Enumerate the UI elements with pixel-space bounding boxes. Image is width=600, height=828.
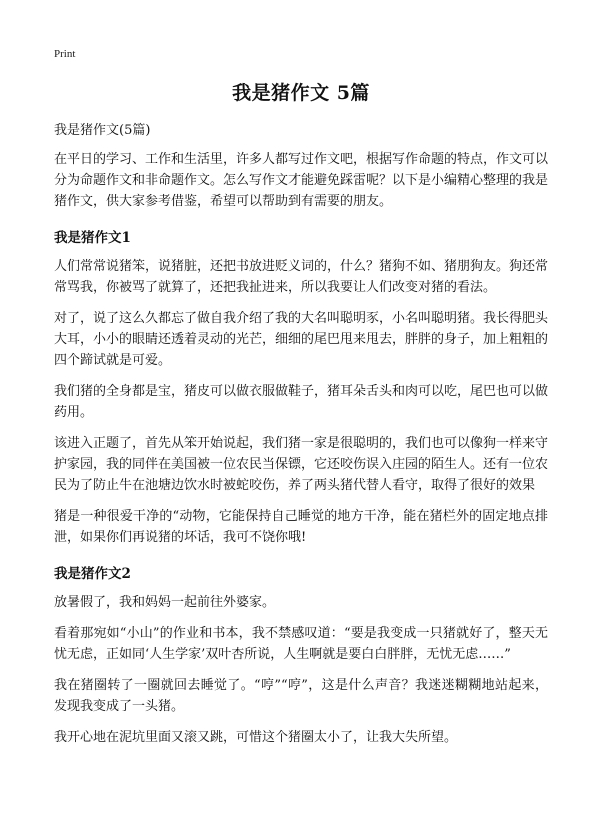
paragraph: 人们常常说猪笨，说猪脏，还把书放进贬义词的，什么？猪狗不如、猪朋狗友。狗还常常骂我，你被骂了就算了，还把我扯进来，所以我要让人们改变对猪的看法。 [54,259,549,295]
section-heading-2: 我是猪作文2 [54,566,131,582]
paragraph: 我开心地在泥坑里面又滚又跳，可惜这个猪圈太小了，让我大失所望。 [54,730,458,745]
paragraph: 看着那宛如“小山”的作业和书本，我不禁感叹道：“要是我变成一只猪就好了，整天无忧无虑，正如同‘人生学家’双叶杏所说，人生啊就是要白白胖胖，无忧无虑……” [54,626,548,662]
paragraph: 猪是一种很爱干净的“动物，它能保持自己睡觉的地方干净，能在猪栏外的固定地点排泄，如果你们再说猪的坏话，我可不饶你哦! [54,509,548,545]
paragraph: 我们猪的全身都是宝，猪皮可以做衣服做鞋子，猪耳朵舌头和肉可以吃，尾巴也可以做药用。 [54,384,549,420]
document-subtitle: 我是猪作文(5篇) [54,123,151,138]
paragraph: 放暑假了，我和妈妈一起前往外婆家。 [54,595,276,610]
paragraph: 对了，说了这么久都忘了做自我介绍了我的大名叫聪明豕，小名叫聪明猪。我长得肥头大耳，小小的眼睛还透着灵动的光芒，细细的尾巴甩来甩去，胖胖的身子，加上粗粗的四个蹄试就是可爱。 [54,311,549,368]
intro-paragraph: 在平日的学习、工作和生活里，许多人都写过作文吧，根据写作命题的特点，作文可以分为命题作文和非命题作文。怎么写作文才能避免踩雷呢？以下是小编精心整理的我是猪作文，供大家参考借鉴，希望可以帮助到有需要的朋友。 [54,152,549,209]
document-title: 我是猪作文 5篇 [232,82,370,104]
paragraph: 该进入正题了，首先从笨开始说起，我们猪一家是很聪明的，我们也可以像狗一样来守护家园，我的同伴在美国被一位农民当保镖，它还咬伤误入庄园的陌生人。还有一位农民为了防止牛在池塘边饮水时被蛇咬伤，养了两头猪代替人看守，取得了很好的效果 [54,436,549,493]
section-heading-1: 我是猪作文1 [54,230,131,246]
print-label[interactable]: Print [54,48,76,60]
paragraph: 我在猪圈转了一圈就回去睡觉了。“哼”“哼”，这是什么声音？我迷迷糊糊地站起来，发现我变成了一头猪。 [54,678,548,714]
